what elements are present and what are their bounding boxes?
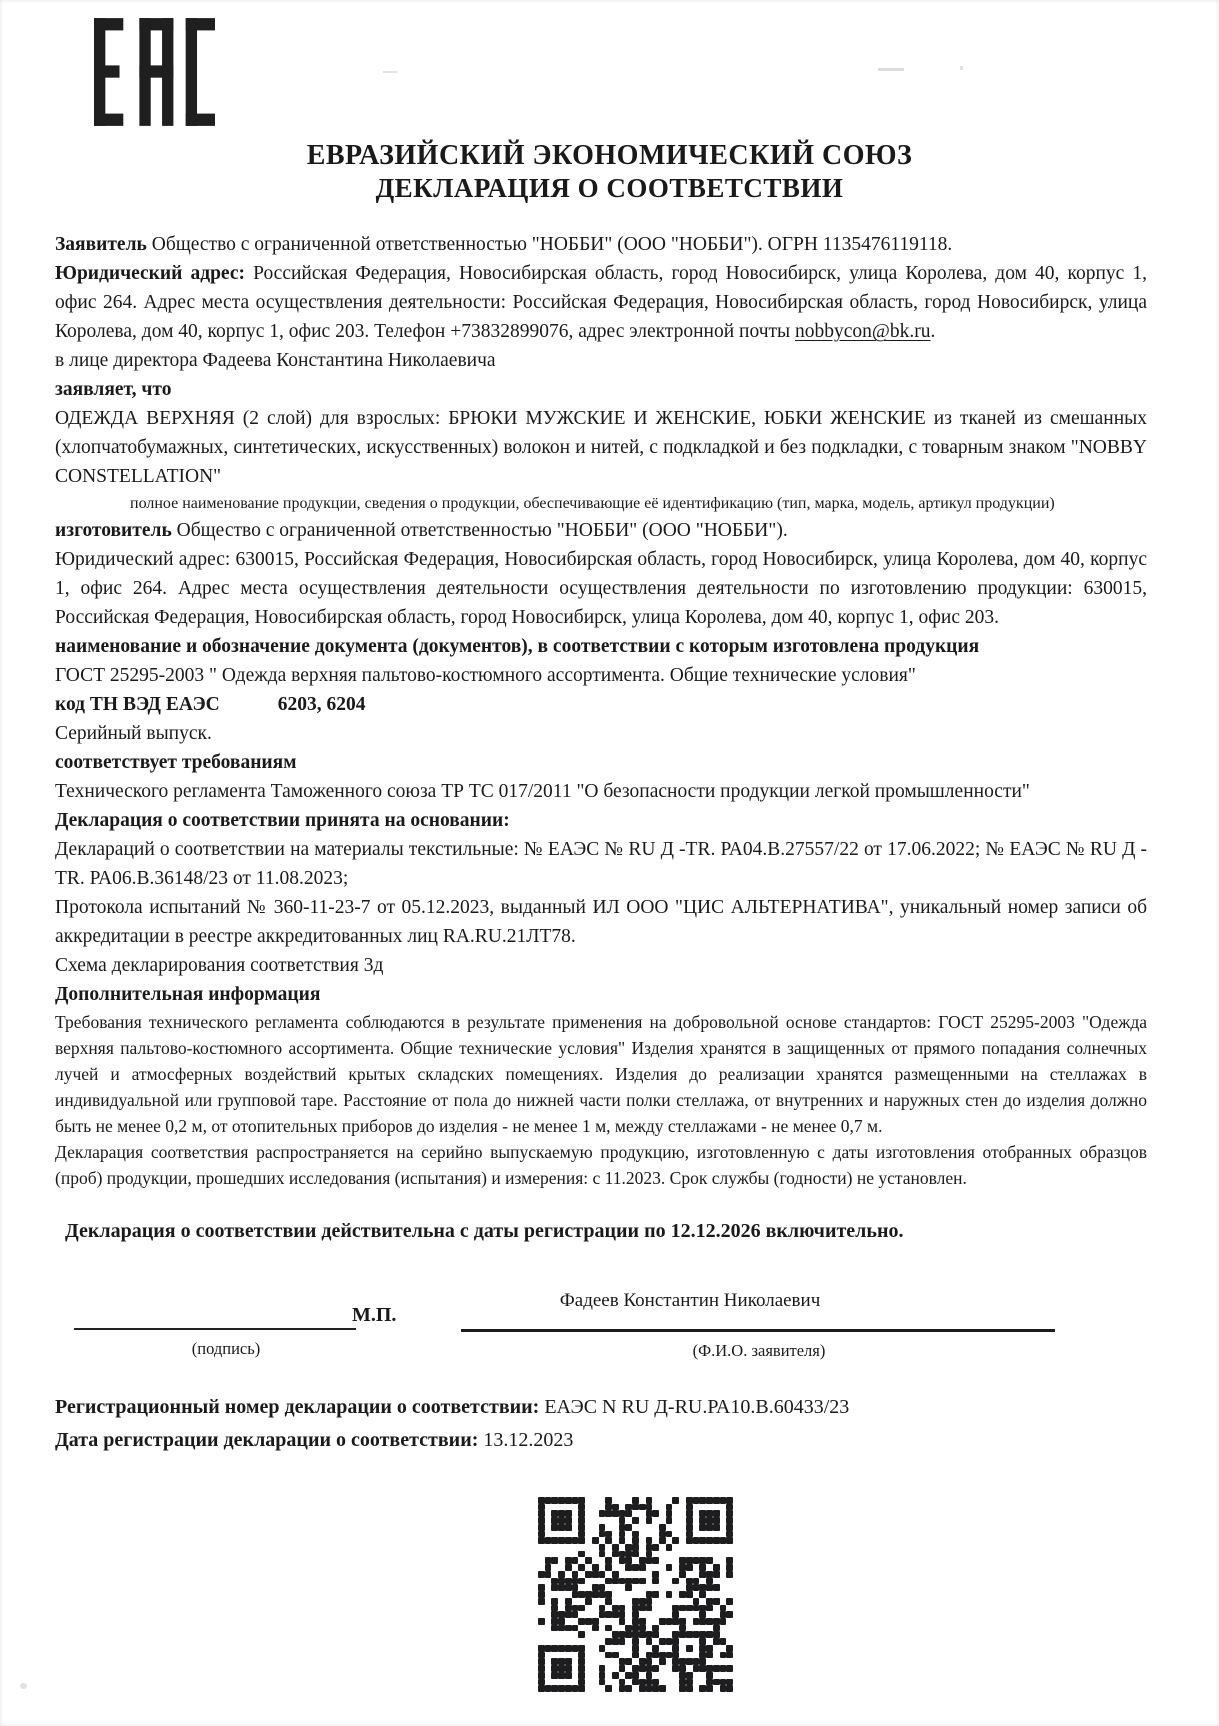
basis-label-text: Декларация о соответствии принята на основании: — [55, 810, 510, 831]
document-header — [0, 139, 1219, 205]
name-caption: (Ф.И.О. заявителя) — [692, 1341, 826, 1360]
registration-number-label: Регистрационный номер декларации о соответствии: — [55, 1396, 540, 1418]
qr-code — [538, 1497, 733, 1692]
applicant-value: Общество с ограниченной ответственностью "НОББИ" (ООО "НОББИ"). ОГРН 1135476119118. — [151, 234, 953, 255]
email-text: nobbycon@bk.ru — [795, 321, 931, 342]
scan-artifact — [960, 66, 963, 70]
scan-artifact — [20, 1683, 27, 1689]
additional-info-label-text: Дополнительная информация — [55, 984, 321, 1005]
validity-line: Декларация о соответствии действительна с даты регистрации по 12.12.2026 включительно. — [65, 1220, 904, 1242]
registration-date-label: Дата регистрации декларации о соответствии: — [55, 1429, 479, 1451]
legal-address-value: Российская Федерация, Новосибирская область, город Новосибирск, улица Королева, дом 40, корпус 1, офис 264. Адрес места осуществления деятельности: Российская Федерация, Новосибирская область, город Новосибирск, улица Королева, дом 40, корпус 1, офис 203. Телефон +73832899076, адрес электронной почты — [55, 263, 1148, 342]
basis-label — [55, 806, 1147, 835]
additional-info-paragraph: Декларация соответствия распространяется на серийно выпускаемую продукцию, изготовленную с даты изготовления отобранных образцов (проб) продукции, прошедших исследования (испытания) и измерения: с 11.2023. Срок службы (годности) не установлен. — [55, 1142, 1147, 1188]
document-body — [55, 230, 1147, 1692]
tnved-codes: 6203, 6204 — [277, 694, 366, 715]
declares-label-text: заявляет, что — [55, 379, 172, 400]
scan-artifact — [878, 68, 904, 71]
gost-line: ГОСТ 25295-2003 " Одежда верхняя пальтово-костюмного ассортимента. Общие технические условия" — [55, 665, 916, 686]
doc-heading-text: наименование и обозначение документа (документов), в соответствии с которым изготовлена продукция — [55, 636, 980, 657]
signatory-name: Фадеев Константин Николаевич — [559, 1290, 821, 1311]
registration-number-value: ЕАЭС N RU Д-RU.РА10.В.60433/23 — [544, 1396, 850, 1418]
scheme-line: Схема декларирования соответствия 3д — [55, 955, 384, 976]
title-union: ЕВРАЗИЙСКИЙ ЭКОНОМИЧЕСКИЙ СОЮЗ — [306, 140, 913, 171]
registration-number-line — [55, 1391, 1147, 1457]
title-declaration: ДЕКЛАРАЦИЯ О СООТВЕТСТВИИ — [375, 173, 844, 203]
manufacturer-address-paragraph: Юридический адрес: 630015, Российская Федерация, Новосибирская область, город Новосибирск, улица Королева, дом 40, корпус 1, офис 264. Адрес места осуществления деятельности осуществления деятельности по изготовлению продукции: 630015, Российская Федерация, Новосибирская область, город Новосибирск, улица Королева, дом 40, корпус 1, офис 203. — [55, 549, 1147, 628]
signature-block — [55, 1258, 1147, 1363]
tnved-label: код ТН ВЭД ЕАЭС — [55, 694, 220, 715]
scan-artifact — [383, 71, 397, 73]
tnved-line — [55, 690, 1147, 719]
product-footnote: полное наименование продукции, сведения о продукции, обеспечивающие её идентификацию (тип, марка, модель, артикул продукции) — [130, 495, 1055, 512]
signature-line — [74, 1328, 356, 1330]
signature-caption: (подпись) — [191, 1339, 261, 1358]
manufacturer-line — [55, 516, 1147, 545]
legal-address-paragraph — [55, 259, 1147, 346]
complies-label — [55, 748, 1147, 777]
basis-item-protocol: Протокола испытаний № 360-11-23-7 от 05.12.2023, выданный ИЛ ООО "ЦИС АЛЬТЕРНАТИВА", уникальный номер записи об аккредитации в реестре аккредитованных лиц RA.RU.21ЛТ78. — [55, 897, 1147, 947]
additional-info-paragraph: Требования технического регламента соблюдаются в результате применения на добровольной основе стандартов: ГОСТ 25295-2003 "Одежда верхняя пальтово-костюмного ассортимента. Общие технические условия" Изделия хранятся в защищенных от прямого попадания солнечных лучей и атмосферных воздействий крытых складских помещениях. Изделия до реализации хранятся размещенными на стеллажах в индивидуальной или групповой таре. Расстояние от пола до нижней части полки стеллажа, от внутренних и наружных стен до изделия должно быть не менее 0,2 м, от отопительных приборов до изделия - не менее 1 м, между стеллажами - не менее 0,7 м. — [55, 1012, 1147, 1136]
registration-date-value: 13.12.2023 — [483, 1429, 574, 1451]
additional-info-label — [55, 980, 1147, 1009]
stamp-placeholder: М.П. — [352, 1304, 397, 1326]
email-period: . — [930, 321, 936, 342]
regulation-paragraph: Технического регламента Таможенного союза ТР ТС 017/2011 "О безопасности продукции легкой промышленности" — [55, 781, 1030, 802]
complies-label-text: соответствует требованиям — [55, 752, 297, 773]
serial-line: Серийный выпуск. — [55, 723, 212, 744]
name-line — [461, 1329, 1055, 1332]
legal-address-label: Юридический адрес: — [55, 263, 245, 284]
declares-label — [55, 375, 1147, 404]
applicant-label: Заявитель — [55, 234, 147, 255]
manufacturer-label: изготовитель — [55, 520, 172, 541]
product-description: ОДЕЖДА ВЕРХНЯЯ (2 слой) для взрослых: БРЮКИ МУЖСКИЕ И ЖЕНСКИЕ, ЮБКИ ЖЕНСКИЕ из тканей из смешанных (хлопчатобумажных, синтетических, искусственных) волокон и нитей, с подкладкой и без подкладки, с товарным знаком "NOBBY CONSTELLATION" — [55, 408, 1147, 487]
director-line: в лице директора Фадеева Константина Николаевича — [55, 350, 496, 371]
manufacturer-value: Общество с ограниченной ответственностью "НОББИ" (ООО "НОББИ"). — [176, 520, 788, 541]
eac-logo — [94, 15, 215, 129]
doc-heading — [55, 632, 1147, 661]
applicant-line — [55, 230, 1147, 259]
basis-item-declarations: Деклараций о соответствии на материалы текстильные: № ЕАЭС № RU Д -TR. РА04.В.27557/22 от 17.06.2022; № ЕАЭС № RU Д -TR. РА06.В.36148/23 от 11.08.2023; — [55, 839, 1147, 889]
